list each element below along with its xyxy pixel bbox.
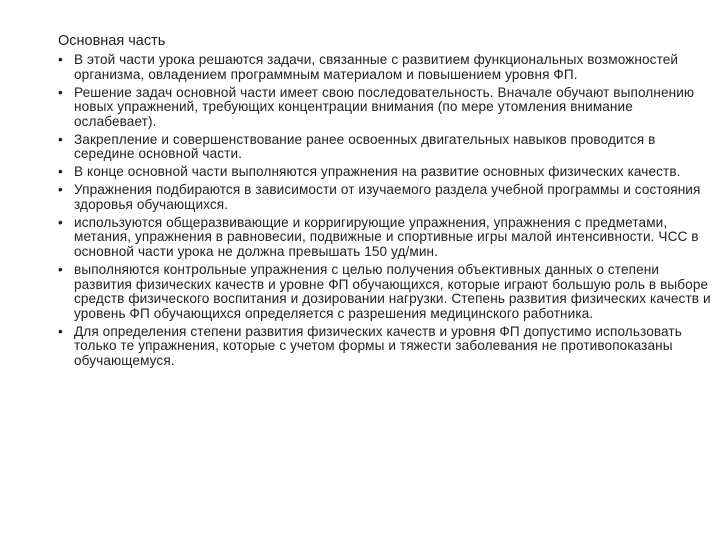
bullet-icon: • — [58, 131, 63, 147]
bullet-icon: • — [58, 84, 63, 100]
bullet-icon: • — [58, 52, 63, 67]
list-item — [58, 133, 712, 162]
list-item-text: Для определения степени развития физических качеств и уровня ФП допустимо использовать только те упражнения, которые с учетом формы и тяжести заболевания не противопоказаны обучающемуся. — [74, 323, 682, 369]
list-item — [58, 263, 712, 321]
slide-title: Основная часть — [58, 33, 166, 49]
list-item-text: Упражнения подбираются в зависимости от изучаемого раздела учебной программы и состояния здоровья обучающихся. — [74, 182, 701, 212]
list-item — [58, 325, 712, 369]
bullet-icon: • — [58, 214, 63, 230]
bullet-icon: • — [58, 262, 63, 278]
bullet-icon: • — [58, 323, 63, 339]
bullet-list — [58, 53, 712, 369]
list-item — [58, 53, 712, 82]
list-item-text: Решение задач основной части имеет свою последовательность. Вначале обучают выполнению новых упражнений, требующих концентрации внимания (по мере утомления внимание ослабевает). — [74, 84, 695, 129]
bullet-icon: • — [58, 164, 63, 180]
list-item-text: В конце основной части выполняются упражнения на развитие основных физических качеств. — [74, 164, 681, 180]
list-item-text: используются общеразвивающие и корригирующие упражнения, упражнения с предметами, метания, упражнения в равновесии, подвижные и спортивные игры малой интенсивности. ЧСС в основной части урока не должна превышать 150 уд/мин. — [74, 214, 699, 260]
list-item — [58, 216, 712, 260]
list-item — [58, 183, 712, 212]
bullet-icon: • — [58, 182, 63, 198]
list-item-text: В этой части урока решаются задачи, связанные с развитием функциональных возможностей организма, овладением программным материалом и повышением уровня ФП. — [74, 52, 679, 82]
list-item-text: Закрепление и совершенствование ранее освоенных двигательных навыков проводится в середине основной части. — [74, 131, 656, 162]
list-item — [58, 165, 712, 180]
list-item-text: выполняются контрольные упражнения с целью получения объективных данных о степени развития физических качеств и уровне ФП обучающихся, которые играют большую роль в выборе средств физического воспитания и дозировании нагрузки. Степень развития физических качеств и уровень ФП обучающихся определяется с разрешения медицинского работника. — [74, 262, 711, 321]
list-item — [58, 86, 712, 130]
